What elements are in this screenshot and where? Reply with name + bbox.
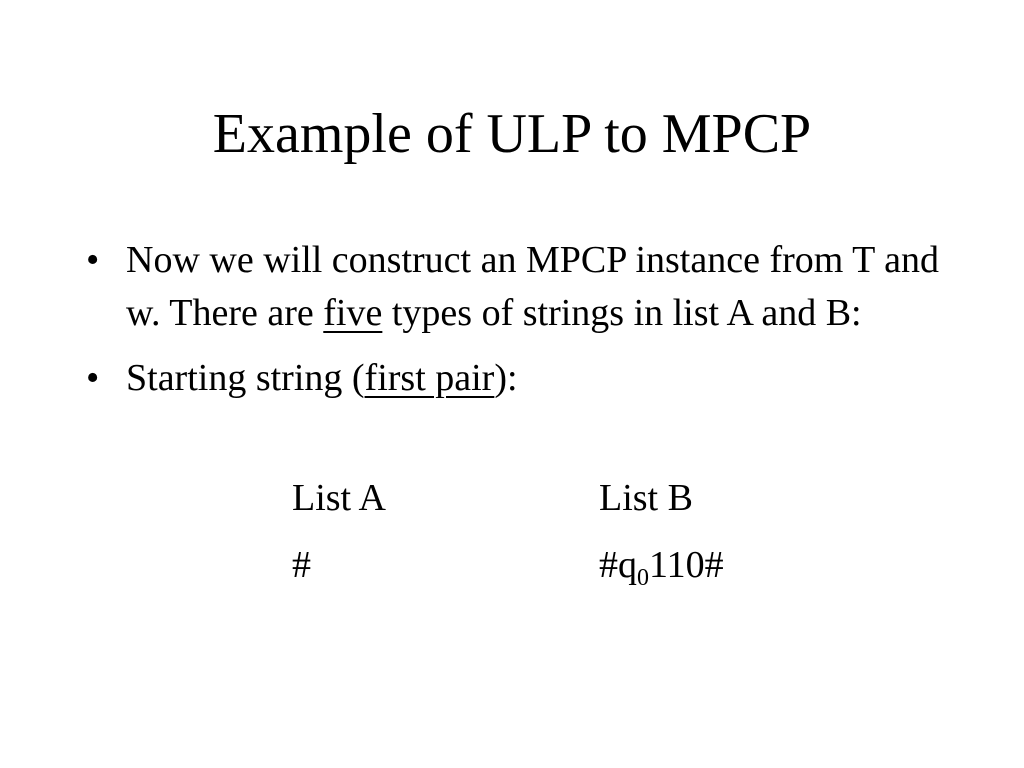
list-b-value (599, 539, 724, 592)
slide-title: Example of ULP to MPCP (212, 103, 812, 165)
list-b-header: List B (599, 477, 693, 519)
list-b-value-pre: #q (599, 544, 637, 586)
bullet-item-starting-string (86, 352, 956, 405)
bullet-dot: • (86, 239, 100, 281)
bullet-text-pre: Now we will construct an MPCP instance from T and w. There are (126, 239, 940, 334)
list-a-value: # (292, 544, 311, 586)
bullet-text-pre: Starting string ( (126, 357, 365, 399)
bullet-text-post: types of strings in list A and B: (382, 292, 862, 334)
list-b-value-subscript: 0 (637, 565, 649, 591)
list-b-value-post: 110# (649, 544, 724, 586)
bullet-dot: • (86, 357, 100, 399)
bullet-item-five-types (86, 234, 956, 340)
bullet-text-underlined: first pair (364, 357, 495, 399)
bullet-text-underlined: five (323, 292, 383, 334)
list-a-header: List A (292, 477, 386, 519)
bullet-text-post: ): (494, 357, 518, 399)
bullet-list (86, 234, 956, 405)
